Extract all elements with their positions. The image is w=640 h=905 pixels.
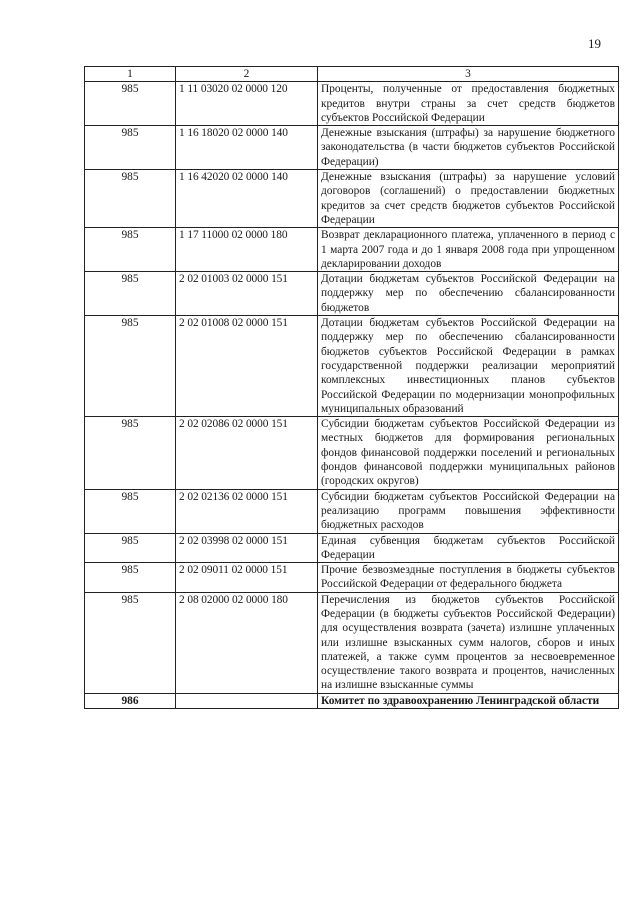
- admin-code-cell: 985: [85, 533, 176, 563]
- budget-classification-code-cell: [176, 693, 318, 708]
- budget-classification-code-cell: 2 02 01003 02 0000 151: [176, 272, 318, 316]
- table-row: [85, 170, 619, 228]
- revenue-name-cell: Денежные взыскания (штрафы) за нарушение бюджетного законодательства (в части бюджетов субъектов Российской Федерации): [318, 126, 619, 170]
- admin-code-cell: 985: [85, 228, 176, 272]
- administrator-name-cell: Комитет по здравоохранению Ленинградской области: [318, 693, 619, 708]
- admin-code-cell: 985: [85, 489, 176, 533]
- table-row: [85, 126, 619, 170]
- budget-classification-code-cell: 2 02 09011 02 0000 151: [176, 563, 318, 593]
- revenue-name-cell: Единая субвенция бюджетам субъектов Российской Федерации: [318, 533, 619, 563]
- table-row: [85, 417, 619, 489]
- revenue-name-cell: Прочие безвозмездные поступления в бюджеты субъектов Российской Федерации от федерального бюджета: [318, 563, 619, 593]
- budget-classification-code-cell: 1 11 03020 02 0000 120: [176, 82, 318, 126]
- revenue-name-cell: Перечисления из бюджетов субъектов Российской Федерации (в бюджеты субъектов Российской Федерации) для осуществления возврата (зачета) излишне уплаченных или излишне взысканных сумм налогов, сборов и иных платежей, а также сумм процентов за несвоевременное осуществление такого возврата и процентов, начисленных на излишне взысканные суммы: [318, 592, 619, 693]
- budget-classification-code-cell: 2 02 03998 02 0000 151: [176, 533, 318, 563]
- revenue-name-cell: Субсидии бюджетам субъектов Российской Федерации из местных бюджетов для формирования региональных фондов финансовой поддержки поселений и региональных фондов финансовой поддержки муниципальных районов (городских округов): [318, 417, 619, 489]
- column-header-2: 2: [176, 67, 318, 82]
- table-header-row: [85, 67, 619, 82]
- table-row: [85, 533, 619, 563]
- column-header-1: 1: [85, 67, 176, 82]
- admin-code-cell: 985: [85, 272, 176, 316]
- budget-classification-code-cell: 2 02 01008 02 0000 151: [176, 316, 318, 417]
- admin-code-cell: 985: [85, 417, 176, 489]
- revenue-code-table: [84, 66, 619, 709]
- budget-classification-code-cell: 1 16 42020 02 0000 140: [176, 170, 318, 228]
- table-row: [85, 489, 619, 533]
- revenue-name-cell: Возврат декларационного платежа, уплаченного в период с 1 марта 2007 года и до 1 января 2008 года при упрощенном декларировании доходов: [318, 228, 619, 272]
- table-row-section-heading: [85, 693, 619, 708]
- table-row: [85, 228, 619, 272]
- budget-classification-code-cell: 1 16 18020 02 0000 140: [176, 126, 318, 170]
- table-row: [85, 592, 619, 693]
- table-row: [85, 272, 619, 316]
- admin-code-cell: 985: [85, 170, 176, 228]
- revenue-name-cell: Проценты, полученные от предоставления бюджетных кредитов внутри страны за счет средств бюджетов субъектов Российской Федерации: [318, 82, 619, 126]
- admin-code-cell: 985: [85, 563, 176, 593]
- admin-code-cell: 985: [85, 126, 176, 170]
- budget-classification-code-cell: 2 02 02136 02 0000 151: [176, 489, 318, 533]
- revenue-name-cell: Дотации бюджетам субъектов Российской Федерации на поддержку мер по обеспечению сбалансированности бюджетов субъектов Российской Федерации в рамках государственной поддержки реализации мероприятий комплексных инвестиционных планов субъектов Российской Федерации по модернизации монопрофильных муниципальных образований: [318, 316, 619, 417]
- admin-code-cell: 985: [85, 82, 176, 126]
- page-number: 19: [588, 36, 601, 51]
- admin-code-cell: 985: [85, 592, 176, 693]
- budget-classification-code-cell: 2 08 02000 02 0000 180: [176, 592, 318, 693]
- table-row: [85, 316, 619, 417]
- admin-code-cell: 986: [85, 693, 176, 708]
- revenue-name-cell: Дотации бюджетам субъектов Российской Федерации на поддержку мер по обеспечению сбалансированности бюджетов: [318, 272, 619, 316]
- table-row: [85, 563, 619, 593]
- revenue-name-cell: Денежные взыскания (штрафы) за нарушение условий договоров (соглашений) о предоставлении бюджетных кредитов за счет средств бюджетов субъектов Российской Федерации: [318, 170, 619, 228]
- admin-code-cell: 985: [85, 316, 176, 417]
- revenue-name-cell: Субсидии бюджетам субъектов Российской Федерации на реализацию программ повышения эффективности бюджетных расходов: [318, 489, 619, 533]
- budget-classification-code-cell: 1 17 11000 02 0000 180: [176, 228, 318, 272]
- column-header-3: 3: [318, 67, 619, 82]
- table-row: [85, 82, 619, 126]
- budget-classification-code-cell: 2 02 02086 02 0000 151: [176, 417, 318, 489]
